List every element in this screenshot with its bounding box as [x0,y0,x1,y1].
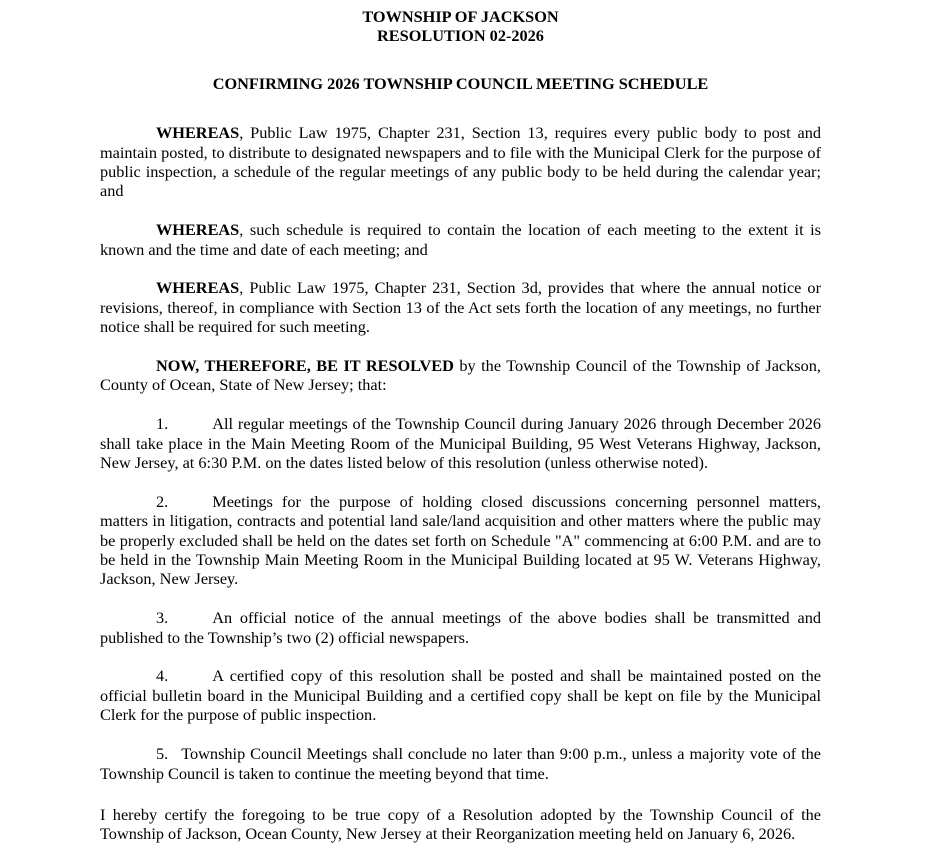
resolution-item-4 [100,666,821,724]
document-header [100,7,821,46]
township-title: TOWNSHIP OF JACKSON [362,7,559,26]
item-text-3: An official notice of the annual meetings of the above bodies shall be transmitted and published to the Township’s two (2) official newspapers. [100,608,821,647]
item-number-5: 5. [156,744,169,764]
item-number-4: 4. [156,666,169,686]
resolution-item-1 [100,414,821,472]
whereas-paragraph-1 [100,123,821,201]
item-text-4: A certified copy of this resolution shall be posted and shall be maintained posted on the official bulletin board in the Municipal Building and a certified copy shall be kept on file by the Municipal Clerk for the purpose of public inspection. [100,666,821,725]
whereas-paragraph-3 [100,278,821,336]
item-number-2: 2. [156,491,169,511]
resolved-lead: NOW, THEREFORE, BE IT RESOLVED [156,356,454,376]
resolution-subject-title: CONFIRMING 2026 TOWNSHIP COUNCIL MEETING SCHEDULE [212,73,709,93]
resolved-text: by the Township Council of the Township of Jackson, County of Ocean, State of New Jersey; that: [100,356,821,395]
resolution-number: RESOLUTION 02-2026 [377,26,544,46]
resolution-item-5 [100,744,821,783]
resolution-item-2 [100,492,821,589]
item-number-1: 1. [156,414,169,434]
whereas-paragraph-2 [100,220,821,259]
item-number-3: 3. [156,608,169,628]
item-text-1: All regular meetings of the Township Council during January 2026 through December 2026 shall take place in the Main Meeting Room of the Municipal Building, 95 West Veterans Highway, Jackson, New Jersey, at 6:30 P.M. on the dates listed below of this resolution (unless otherwise noted). [100,414,821,473]
whereas-text-3: , Public Law 1975, Chapter 231, Section 3d, provides that where the annual notice or revisions, thereof, in compliance with Section 13 of the Act sets forth the location of any meetings, no further notice shall be required for such meeting. [100,278,821,337]
whereas-lead-3: WHEREAS [156,278,240,298]
resolved-paragraph [100,356,821,395]
item-text-5: Township Council Meetings shall conclude no later than 9:00 p.m., unless a majority vote of the Township Council is taken to continue the meeting beyond that time. [100,744,821,783]
certification-paragraph: I hereby certify the foregoing to be true copy of a Resolution adopted by the Township Council of the Township of Jackson, Ocean County, New Jersey at their Reorganization meeting held on January 6, 2026. [100,804,821,844]
whereas-lead-1: WHEREAS [156,123,240,143]
resolution-item-3 [100,608,821,647]
whereas-lead-2: WHEREAS [156,220,240,240]
whereas-text-1: , Public Law 1975, Chapter 231, Section 13, requires every public body to post and maintain posted, to distribute to designated newspapers and to file with the Municipal Clerk for the purpose of public inspection, a schedule of the regular meetings of any public body to be held during the calendar year; and [100,123,821,201]
whereas-text-2: , such schedule is required to contain the location of each meeting to the extent it is known and the time and date of each meeting; and [100,220,821,259]
item-text-2: Meetings for the purpose of holding closed discussions concerning personnel matters, matters in litigation, contracts and potential land sale/land acquisition and other matters where the public may be properly excluded shall be held on the dates set forth on Schedule "A" commencing at 6:00 P.M. and are to be held in the Township Main Meeting Room in the Municipal Building located at 95 W. Veterans Highway, Jackson, New Jersey. [100,491,821,589]
